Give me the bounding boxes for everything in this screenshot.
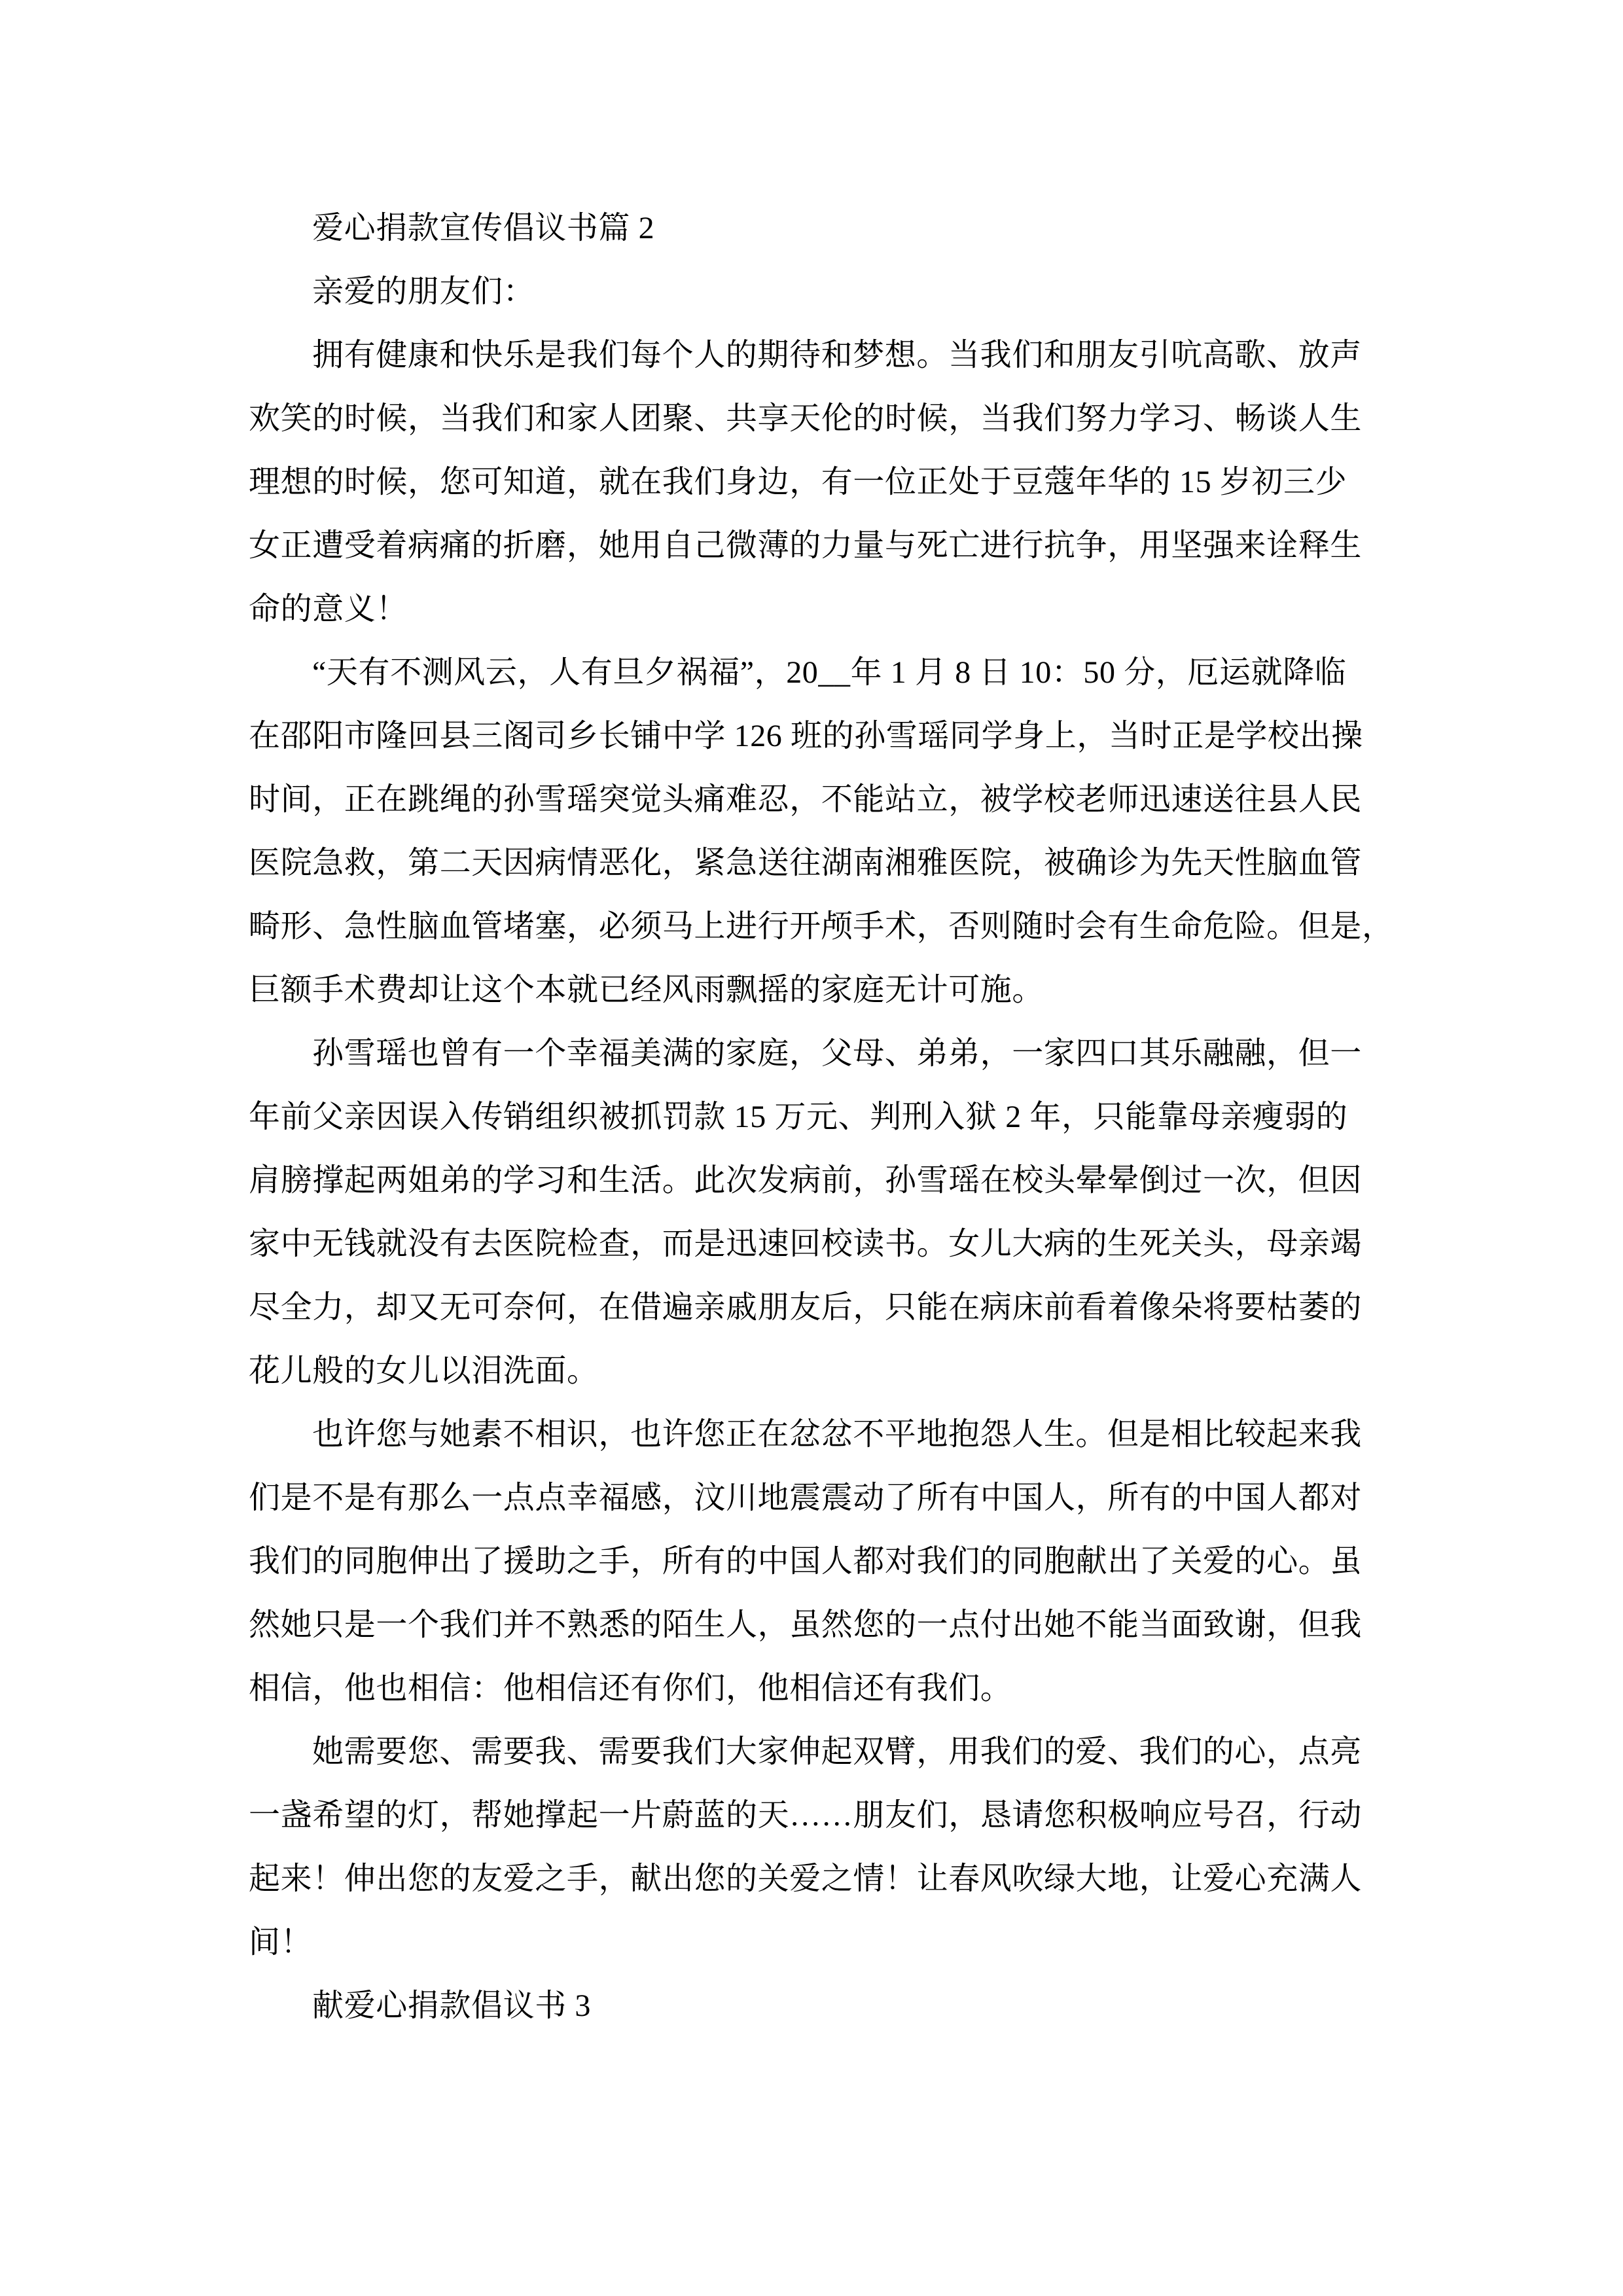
text-line: 年前父亲因误入传销组织被抓罚款 15 万元、判刑入狱 2 年，只能靠母亲瘦弱的: [249, 1100, 1348, 1134]
text-line: 孙雪瑶也曾有一个幸福美满的家庭，父母、弟弟，一家四口其乐融融，但一: [312, 1036, 1362, 1071]
text-line: 拥有健康和快乐是我们每个人的期待和梦想。当我们和朋友引吭高歌、放声: [312, 338, 1362, 372]
text-line: 欢笑的时候，当我们和家人团聚、共享天伦的时候，当我们努力学习、畅谈人生: [249, 401, 1363, 436]
text-line: 巨额手术费却让这个本就已经风雨飘摇的家庭无计可施。: [249, 973, 1044, 1007]
text-line: 我们的同胞伸出了援助之手，所有的中国人都对我们的同胞献出了关爱的心。虽: [249, 1544, 1363, 1579]
text-line: 相信，他也相信：他相信还有你们，他相信还有我们。: [249, 1671, 1012, 1706]
text-line: 花儿般的女儿以泪洗面。: [249, 1354, 599, 1388]
text-line: 也许您与她素不相识，也许您正在忿忿不平地抱怨人生。但是相比较起来我: [312, 1417, 1362, 1452]
text-line: 肩膀撑起两姐弟的学习和生活。此次发病前，孙雪瑶在校头晕晕倒过一次，但因: [249, 1163, 1363, 1198]
text-line: 家中无钱就没有去医院检查，而是迅速回校读书。女儿大病的生死关头，母亲竭: [249, 1227, 1363, 1261]
text-line: “天有不测风云，人有旦夕祸福”，20__年 1 月 8 日 10：50 分，厄运就降临: [312, 655, 1347, 690]
text-line: 畸形、急性脑血管堵塞，必须马上进行开颅手术，否则随时会有生命危险。但是，: [249, 909, 1394, 944]
text-line: 命的意义！: [249, 592, 408, 626]
text-line: 女正遭受着病痛的折磨，她用自己微薄的力量与死亡进行抗争，用坚强来诠释生: [249, 528, 1363, 563]
text-line: 间！: [249, 1925, 313, 1960]
text-line: 理想的时候，您可知道，就在我们身边，有一位正处于豆蔻年华的 15 岁初三少: [249, 465, 1347, 499]
text-line: 起来！伸出您的友爱之手，献出您的关爱之情！让春风吹绿大地，让爱心充满人: [249, 1861, 1363, 1896]
text-line: 在邵阳市隆回县三阁司乡长铺中学 126 班的孙雪瑶同学身上，当时正是学校出操: [249, 719, 1363, 753]
text-line: 献爱心捐款倡议书 3: [312, 1988, 592, 2023]
text-line: 们是不是有那么一点点幸福感，汶川地震震动了所有中国人，所有的中国人都对: [249, 1480, 1363, 1515]
text-line: 亲爱的朋友们：: [312, 274, 535, 309]
text-line: 尽全力，却又无可奈何，在借遍亲戚朋友后，只能在病床前看着像朵将要枯萎的: [249, 1290, 1363, 1325]
text-line: 然她只是一个我们并不熟悉的陌生人，虽然您的一点付出她不能当面致谢，但我: [249, 1607, 1363, 1642]
text-line: 医院急救，第二天因病情恶化，紧急送往湖南湘雅医院，被确诊为先天性脑血管: [249, 846, 1363, 880]
document-text: [249, 196, 1400, 2037]
text-line: 她需要您、需要我、需要我们大家伸起双臂，用我们的爱、我们的心，点亮: [312, 1734, 1362, 1769]
text-line: 时间，正在跳绳的孙雪瑶突觉头痛难忍，不能站立，被学校老师迅速送往县人民: [249, 782, 1363, 817]
text-line: 一盏希望的灯，帮她撑起一片蔚蓝的天……朋友们，恳请您积极响应号召，行动: [249, 1798, 1363, 1833]
text-line: 爱心捐款宣传倡议书篇 2: [312, 211, 655, 245]
